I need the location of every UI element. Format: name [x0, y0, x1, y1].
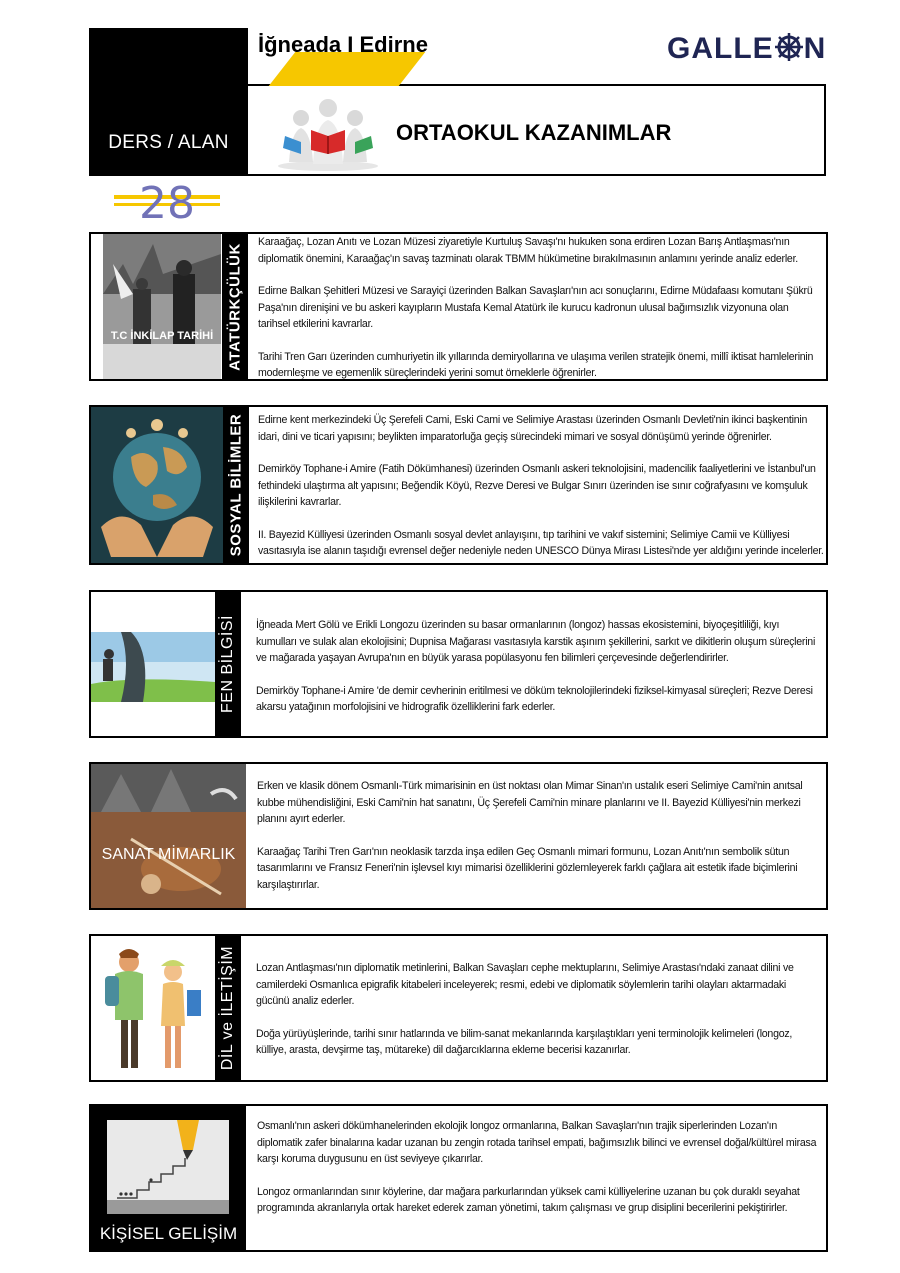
- paragraph: Osmanlı'nın askeri dökümhanelerinden ekolojik longoz ormanlarına, Balkan Savaşları'nın trajik siperlerinden Lozan'ın diplomatik zafer binalarına kadar uzanan bu zengin rotada tarihsel empati, bağımsızlık bilinci ve evrensel doğal/kültürel mirasa karşı koruma duygusunu en üst seviyeye çıkarırlar.: [257, 1120, 817, 1165]
- ders-alan-label: DERS / ALAN: [108, 132, 229, 153]
- paragraph: Karaağaç Tarihi Tren Garı'nın neoklasik tarzda inşa edilen Geç Osmanlı mimari formunu, Lozan Anıtı'nın sembolik sütun tasarımlarını ve Fransız Feneri'nin işlevsel kıyı mimarisi özelliklerini gözlemleyerek farklı çağlara ait estetik ifade biçimlerini karşılaştırırlar.: [257, 845, 798, 891]
- location-title: İğneada I Edirne: [258, 32, 428, 57]
- section-label-kisisel-gelisim: KİŞİSEL GELİŞİM: [99, 1224, 238, 1243]
- paragraph: II. Bayezid Külliyesi üzerinden Osmanlı sosyal devlet anlayışını, tıp tarihini ve vakıf sistemini; Selimiye Camii ve Külliyesi vasıtasıyla ise alanın taşıdığı evrensel değer nedeniyle neden UNESCO Dünya Mirası Listesi'nde yer aldığını yerinde incelerler.: [258, 528, 824, 557]
- section-kisisel-gelisim: [89, 1104, 828, 1252]
- section-label-ataturkculuk: ATATÜRKÇÜLÜK: [222, 234, 248, 379]
- section-sosyal-bilimler: [89, 405, 828, 565]
- paragraph: İğneada Mert Gölü ve Erikli Longozu üzerinden su basar ormanlarının (longoz) hassas ekosistemini, biyoçeşitliliği, kıyı kumulları ve sulak alan ekolojisini; Dupnisa Mağarası vasıtasıyla karstik aşınım şekillerini, sarkıt ve dikitlerin oluşum süreçlerini ve mağarada yaşayan Avrupa'nın en büyük yarasa popülasyonu fen bilimleri çerçevesinde değerlendirirler.: [256, 619, 816, 664]
- art-collage-caption: SANAT MİMARLIK: [101, 846, 236, 863]
- logo-text-left: GALLE: [667, 32, 774, 65]
- page-number: 28: [139, 178, 195, 229]
- travelers-illustration: [91, 940, 215, 1078]
- ship-wheel-icon: [774, 32, 804, 62]
- paragraph: Demirköy Tophane-i Amire 'de demir cevherinin eritilmesi ve döküm teknolojilerindeki fiziksel-kimyasal süreçleri; Rezve Deresi akarsu yatağının morfolojisini ve hidrografik özelliklerini fark ederler.: [256, 684, 813, 713]
- paragraph: Erken ve klasik dönem Osmanlı-Türk mimarisinin en üst noktası olan Mimar Sinan'ın ustalık eseri Selimiye Cami'nin anıtsal kubbe mühendisliğini, Eski Cami'nin hat sanatını, Üç Şerefeli Cami'nin minare planlarını ve II. Bayezid Külliyesi'nin merkezi planını ayırt ederler.: [257, 780, 803, 825]
- paragraph: Karaağaç, Lozan Anıtı ve Lozan Müzesi ziyaretiyle Kurtuluş Savaşı'nı hukuken sona erdiren Lozan Barış Antlaşması'nın diplomatik önemini, Karaağaç'ın savaş tazminatı olarak TBMM hükümetine bırakılmasının anlamını yerinde analiz ederler.: [258, 236, 798, 265]
- paragraph: Tarihi Tren Garı üzerinden cumhuriyetin ilk yıllarında demiryollarına ve ulaşıma verilen stratejik önemi, millî iktisat hamlelerinin modernleşme ve egemenlik süreçlerindeki yerini somut örneklerle öğrenirler.: [258, 350, 814, 379]
- section-sanat-mimarlik: [89, 762, 828, 910]
- section-text: [258, 234, 820, 381]
- section-text: [257, 1118, 822, 1217]
- page-number-block: [114, 178, 224, 229]
- galleon-logo: [667, 32, 826, 66]
- section-label-fen-bilgisi: FEN BİLGİSİ: [215, 592, 241, 736]
- paragraph: Edirne kent merkezindeki Üç Şerefeli Cami, Eski Cami ve Selimiye Arastası üzerinden Osmanlı Devleti'nin ikinci başkentinin idari, dini ve ticari yapısını; beylikten imparatorluğa geçiş sürecindeki mimari ve sosyal dönüşümü yerinde öğrenirler.: [258, 414, 808, 443]
- section-text: [257, 778, 822, 893]
- section-fen-bilgisi: [89, 590, 828, 738]
- section-label-sosyal-bilimler: SOSYAL BİLİMLER: [223, 407, 249, 563]
- paragraph: Doğa yürüyüşlerinde, tarihi sınır hatlarında ve bilim-sanat mekanlarında karşılaştıkları yeni terminolojik kelimeleri (longoz, külliye, arasta, devşirme taş, mütareke) dil dağarcıklarına ekleme becerisi kazanırlar.: [256, 1027, 793, 1056]
- paragraph: Longoz ormanlarından sınır köylerine, dar mağara parkurlarından yüksek cami külliyelerine uzanan bu çok duraklı seyahat programında akranlarıyla ortak hareket ederek zaman yönetimi, takım çalışması ve grup disiplini becerilerini pekiştirirler.: [257, 1185, 800, 1214]
- art-architecture-collage: [91, 764, 246, 908]
- nature-scene-image: [91, 632, 215, 702]
- logo-text-right: N: [803, 32, 827, 65]
- stairs-pencil-illustration: [107, 1120, 229, 1214]
- page-title: ORTAOKUL KAZANIMLAR: [396, 120, 672, 145]
- section-text: [256, 617, 821, 716]
- section-ataturkculuk: [89, 232, 828, 381]
- paragraph: Demirköy Tophane-i Amire (Fatih Dökümhanesi) üzerinden Osmanlı askeri teknolojisini, madencilik faaliyetlerini ve İstanbul'un fethindeki ulaştırma alt yapısını; Beğendik Köyü, Rezve Deresi ve Bulgar Sınırı üzerinden ise sınır coğrafyasını ve komşuluk ilişkilerini kavrarlar.: [258, 463, 816, 508]
- section-label-dil-iletisim: DİL ve İLETİŞİM: [215, 936, 241, 1080]
- history-photo: [103, 234, 221, 379]
- section-text: [258, 412, 826, 560]
- globe-hands-illustration: [91, 407, 223, 563]
- reading-figures-illustration: [273, 92, 383, 172]
- title-box: [248, 84, 826, 176]
- paragraph: Lozan Antlaşması'nın diplomatik metinlerini, Balkan Savaşları cephe mektuplarını, Selimiye Arastası'ndaki zanaat dilini ve camilerdeki Osmanlıca epigrafik kitabeleri inceleyerek; resmi, edebi ve diplomatik söylemlerin tarihi olayları aktarmadaki gücünü analiz ederler.: [256, 962, 794, 1007]
- personal-growth-block: [91, 1106, 246, 1250]
- paragraph: Edirne Balkan Şehitleri Müzesi ve Sarayiçi üzerinden Balkan Savaşları'nın acı sonuçlarını, Edirne Müdafaası komutanı Şükrü Paşa'nın direnişini ve bu askeri kayıpların Mustafa Kemal Atatürk ile kurucu kadronun ulusal bağımsızlık vizyonuna olan tarihsel etkilerini kavrarlar.: [258, 285, 813, 330]
- section-dil-iletisim: [89, 934, 828, 1082]
- history-photo-caption: T.C İNKİLAP TARİHİ: [110, 330, 214, 342]
- header-label-block: [89, 28, 248, 176]
- section-text: [256, 960, 821, 1059]
